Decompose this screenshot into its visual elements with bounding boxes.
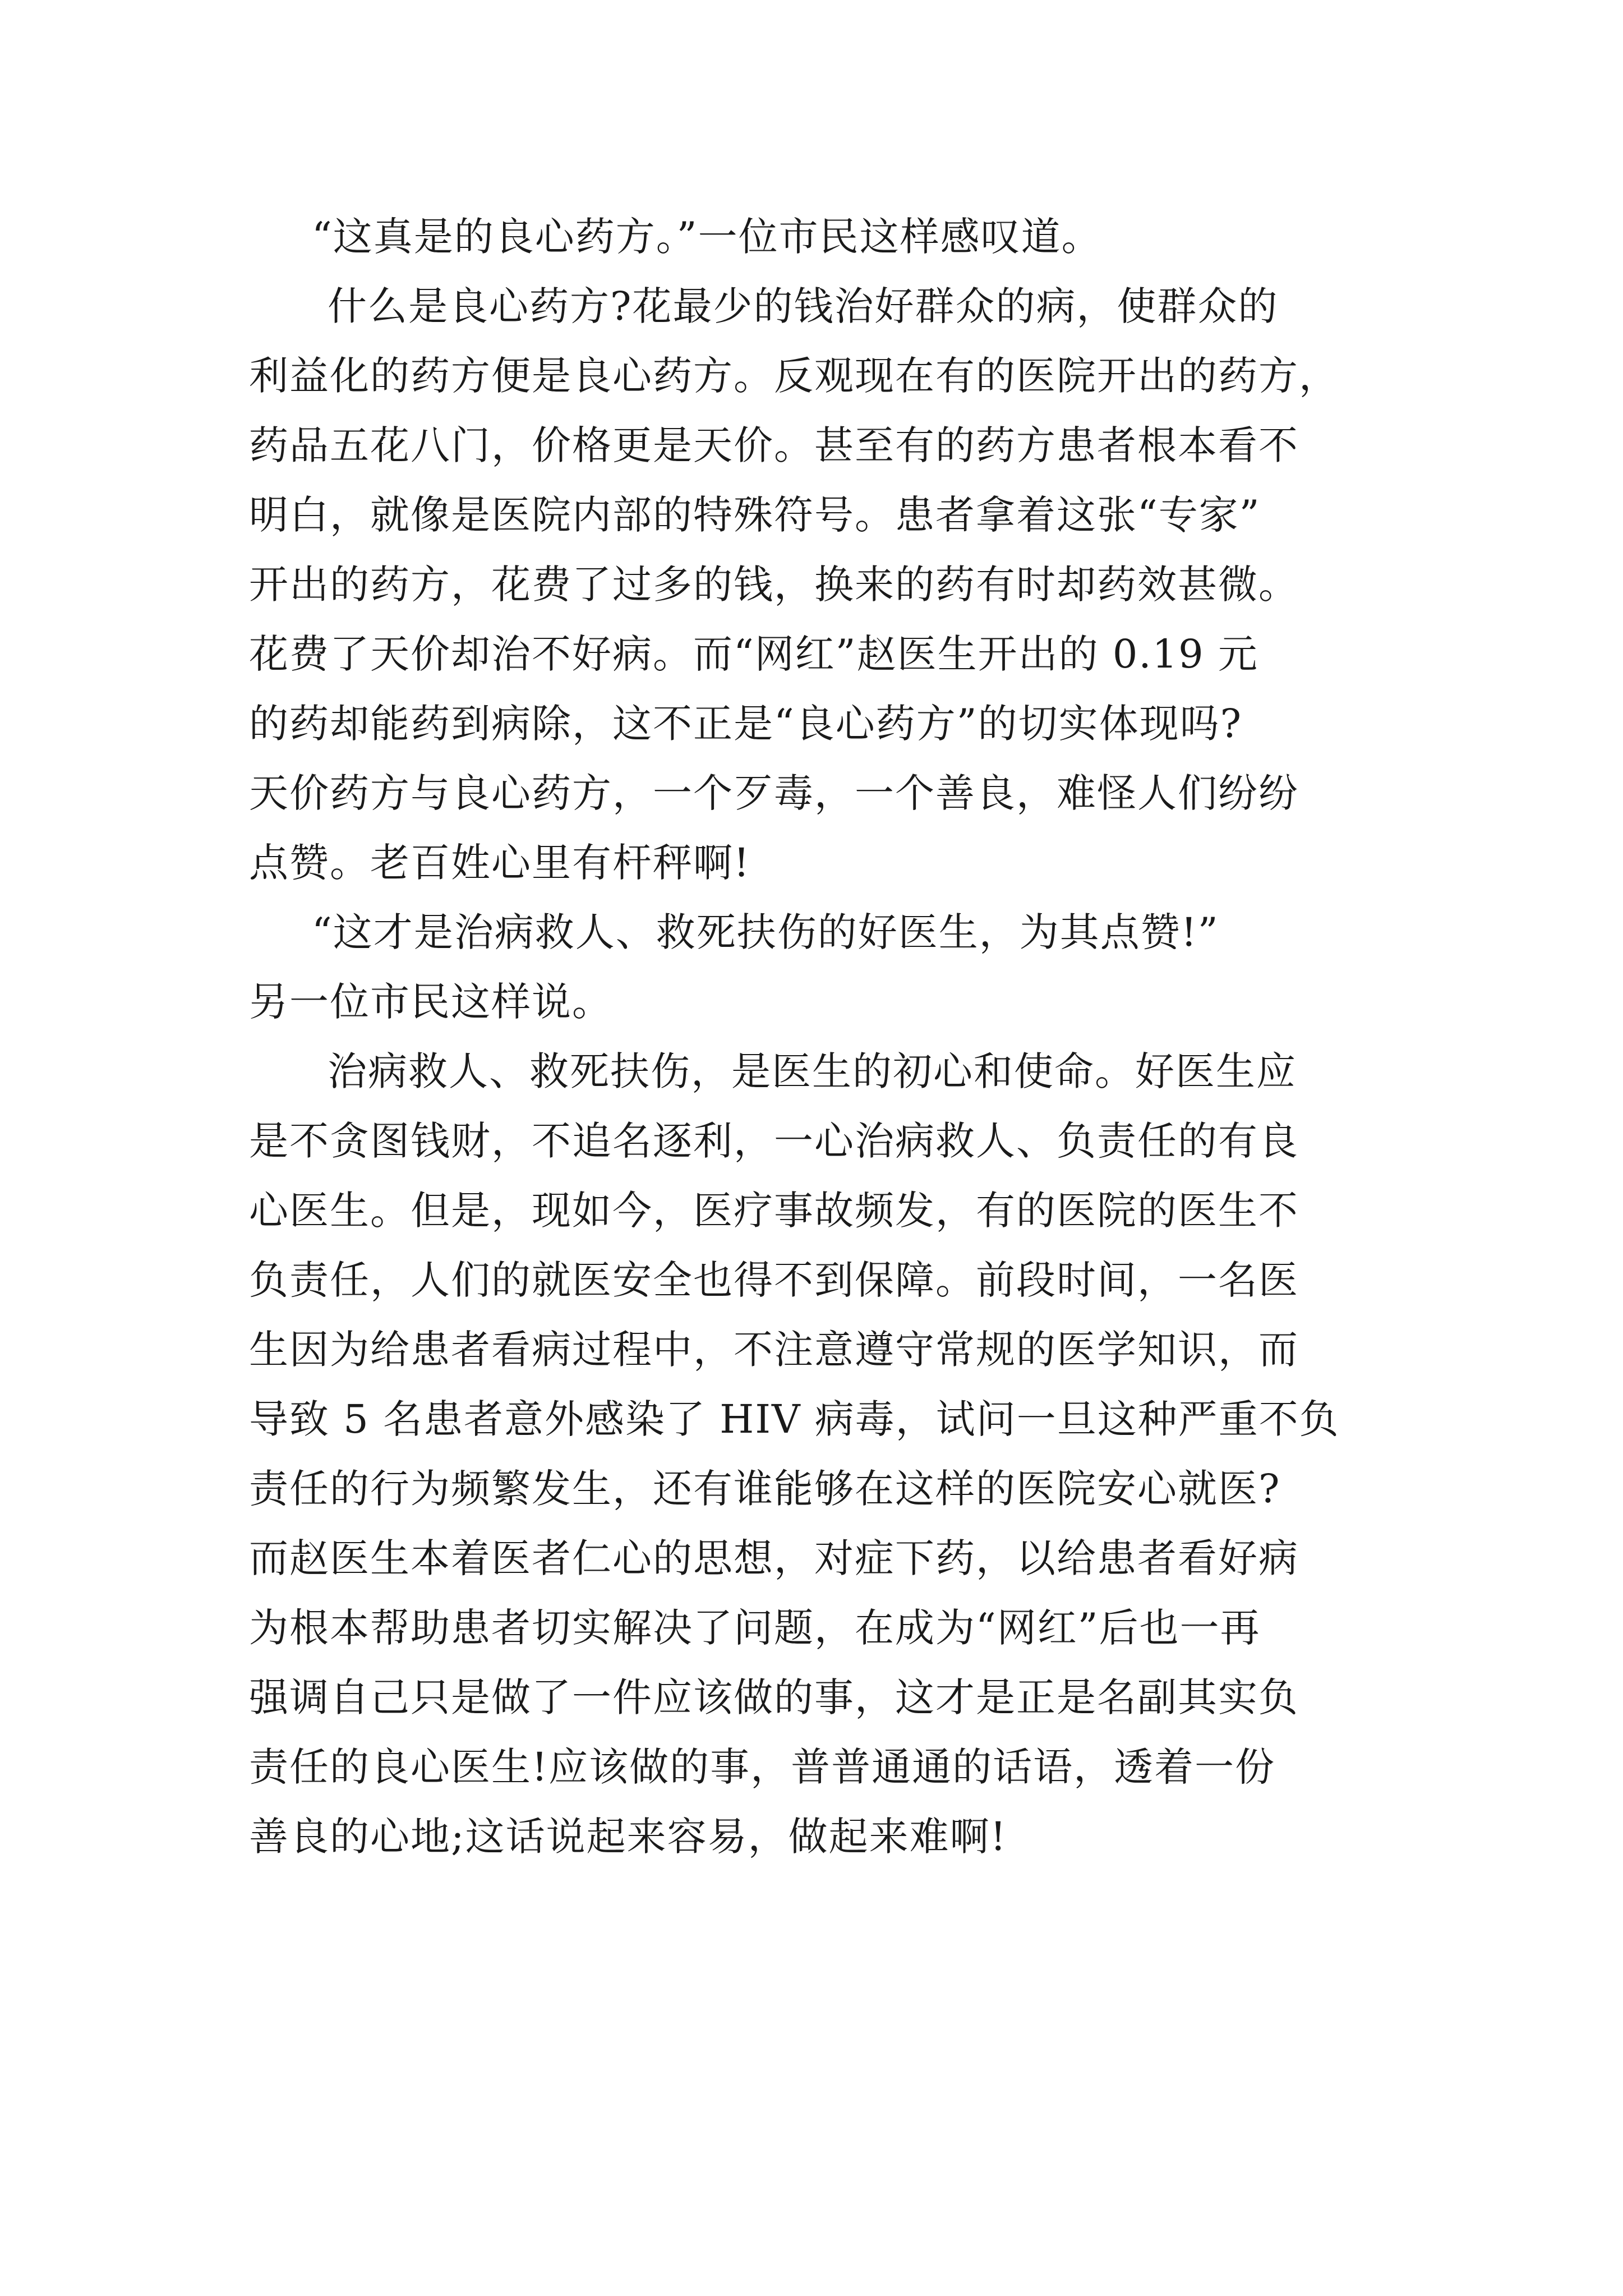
text-line: 的药却能药到病除，这不正是“良心药方”的切实体现吗? [249,701,1243,747]
text-line: 而赵医生本着医者仁心的思想，对症下药，以给患者看好病 [249,1535,1299,1581]
text-line: 心医生。但是，现如今，医疗事故频发，有的医院的医生不 [249,1188,1299,1234]
text-line: 什么是良心药方?花最少的钱治好群众的病，使群众的 [328,283,1279,329]
text-line: 利益化的药方便是良心药方。反观现在有的医院开出的药方， [249,353,1339,399]
text-line: “这才是治病救人、救死扶伤的好医生，为其点赞!” [312,909,1219,955]
text-line: 为根本帮助患者切实解决了问题，在成为“网红”后也一再 [249,1605,1261,1651]
text-line: 善良的心地;这话说起来容易，做起来难啊! [249,1814,1007,1860]
text-line: 责任的行为频繁发生，还有谁能够在这样的医院安心就医? [249,1466,1281,1512]
text-line: 开出的药方，花费了过多的钱，换来的药有时却药效甚微。 [249,562,1299,608]
text-line: 导致 5 名患者意外感染了 HIV 病毒，试问一旦这种严重不负 [249,1396,1340,1442]
text-line: 负责任，人们的就医安全也得不到保障。前段时间，一名医 [249,1257,1299,1303]
text-line: 花费了天价却治不好病。而“网红”赵医生开出的 0.19 元 [249,631,1258,677]
text-line: 点赞。老百姓心里有杆秤啊! [249,840,751,886]
text-line: 明白，就像是医院内部的特殊符号。患者拿着这张“专家” [249,492,1261,538]
text-line: 治病救人、救死扶伤，是医生的初心和使命。好医生应 [328,1048,1297,1094]
text-line: 药品五花八门，价格更是天价。甚至有的药方患者根本看不 [249,422,1299,468]
text-line: 天价药方与良心药方，一个歹毒，一个善良，难怪人们纷纷 [249,770,1299,816]
text-line: 生因为给患者看病过程中，不注意遵守常规的医学知识，而 [249,1327,1299,1373]
text-line: 另一位市民这样说。 [249,979,612,1025]
text-line: 责任的良心医生!应该做的事，普普通通的话语，透着一份 [249,1744,1276,1790]
text-line: “这真是的良心药方。”一位市民这样感叹道。 [312,214,1102,260]
text-line: 强调自己只是做了一件应该做的事，这才是正是名副其实负 [249,1674,1299,1720]
article-body [249,202,1382,1871]
text-line: 是不贪图钱财，不追名逐利，一心治病救人、负责任的有良 [249,1118,1299,1164]
